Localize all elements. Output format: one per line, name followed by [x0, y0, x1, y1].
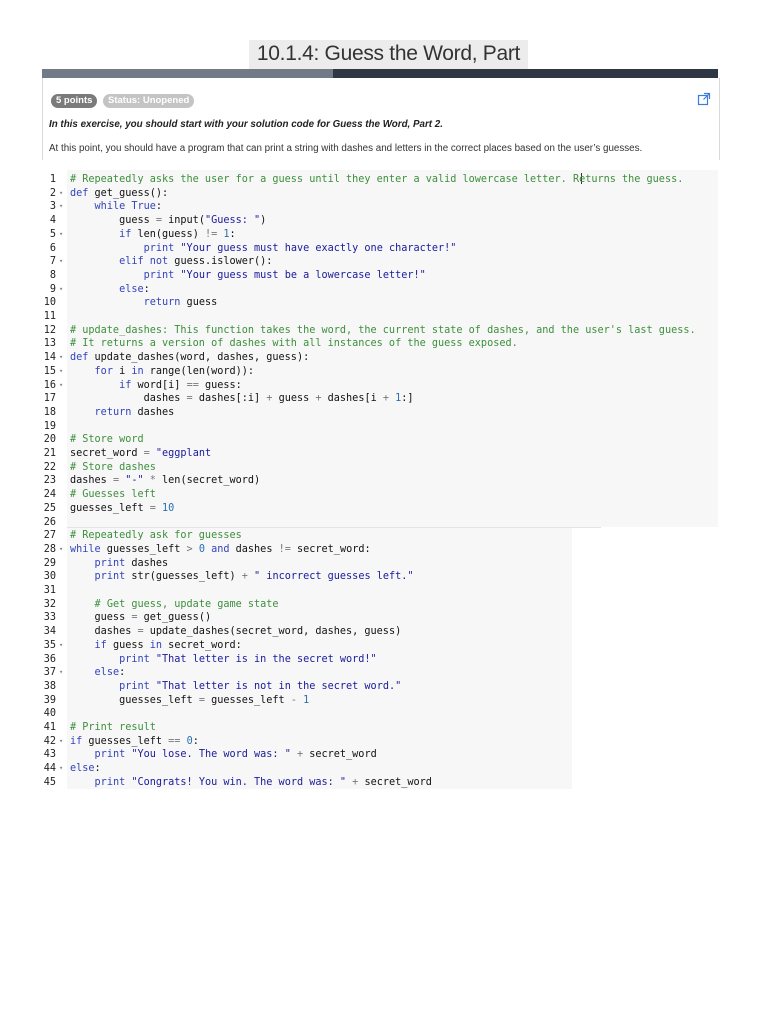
- code-line[interactable]: [38, 748, 718, 762]
- code-line[interactable]: [38, 694, 718, 708]
- code-line[interactable]: [38, 735, 718, 749]
- code-line[interactable]: [38, 228, 718, 242]
- code-line[interactable]: [38, 173, 718, 187]
- fold-arrow-icon[interactable]: ▾: [59, 202, 64, 211]
- line-number: 2: [49, 187, 56, 199]
- line-number: 32: [43, 598, 56, 610]
- code-text: # Print result: [70, 722, 156, 733]
- line-number: 23: [43, 475, 56, 487]
- fold-arrow-icon[interactable]: ▾: [59, 736, 64, 745]
- line-number: 43: [43, 749, 56, 761]
- line-number: 14: [43, 352, 56, 364]
- code-line[interactable]: [38, 242, 718, 256]
- code-text: dashes = "-" * len(secret_word): [70, 475, 261, 487]
- code-line[interactable]: [38, 611, 718, 625]
- line-number: 26: [43, 516, 56, 528]
- line-number: 18: [43, 406, 56, 418]
- code-text: # Store word: [70, 434, 144, 446]
- code-line[interactable]: [38, 200, 718, 214]
- code-text: guesses_left = guesses_left - 1: [70, 694, 310, 706]
- fold-arrow-icon[interactable]: ▾: [59, 257, 64, 266]
- line-number: 34: [43, 626, 56, 638]
- code-line[interactable]: [38, 324, 718, 338]
- line-number: 36: [43, 653, 56, 665]
- line-number: 33: [43, 612, 56, 624]
- line-number: 38: [43, 680, 56, 692]
- line-number: 11: [43, 311, 56, 322]
- page-title: 10.1.4: Guess the Word, Part: [256, 42, 521, 65]
- status-badge: Status: Unopened: [103, 94, 194, 108]
- code-line[interactable]: [38, 516, 718, 530]
- code-text: def get_guess():: [70, 187, 169, 199]
- code-line[interactable]: [38, 420, 718, 434]
- code-line[interactable]: [38, 529, 718, 543]
- code-text: print dashes: [94, 557, 169, 569]
- fold-arrow-icon[interactable]: ▾: [59, 188, 64, 197]
- fold-arrow-icon[interactable]: ▾: [59, 229, 64, 238]
- code-text: return guess: [143, 297, 218, 309]
- code-text: # Repeatedly asks the user for a guess until they enter a valid lowercase letter. Returns the guess.: [70, 174, 684, 185]
- code-text: # Store dashes: [70, 461, 156, 473]
- fold-arrow-icon[interactable]: ▾: [59, 764, 64, 773]
- code-text: def update_dashes(word, dashes, guess):: [70, 352, 310, 364]
- code-line[interactable]: [38, 283, 718, 297]
- line-number: 6: [49, 242, 56, 254]
- code-text: # Guesses left: [70, 489, 156, 501]
- fold-arrow-icon[interactable]: ▾: [59, 366, 64, 375]
- code-line[interactable]: [38, 392, 718, 406]
- code-text: else:: [119, 283, 150, 295]
- code-line[interactable]: [38, 680, 718, 694]
- code-line[interactable]: [38, 269, 718, 283]
- code-line[interactable]: [38, 365, 718, 379]
- external-link-icon[interactable]: [697, 92, 711, 106]
- code-text: print "Your guess must be a lowercase letter!": [143, 269, 426, 281]
- code-line[interactable]: [38, 351, 718, 365]
- line-number: 22: [43, 461, 56, 473]
- code-line[interactable]: [38, 187, 718, 201]
- fold-arrow-icon[interactable]: ▾: [59, 284, 64, 293]
- code-text: print str(guesses_left) + " incorrect guesses left.": [94, 571, 414, 583]
- line-number: 10: [43, 297, 56, 309]
- code-line[interactable]: [38, 625, 718, 639]
- line-number: 41: [43, 722, 56, 733]
- line-number: 42: [43, 735, 56, 747]
- fold-arrow-icon[interactable]: ▾: [59, 353, 64, 362]
- code-text: # Get guess, update game state: [94, 598, 279, 610]
- code-text: print "Your guess must have exactly one character!": [143, 242, 457, 254]
- line-number: 17: [43, 393, 56, 405]
- title-bar: [249, 40, 528, 70]
- code-line[interactable]: [38, 543, 718, 557]
- code-line[interactable]: [38, 707, 718, 721]
- code-text: while True:: [94, 201, 163, 213]
- code-text: guess = input("Guess: "): [70, 215, 267, 227]
- exercise-panel: [42, 78, 720, 160]
- line-number: 31: [43, 585, 56, 596]
- code-line[interactable]: [38, 447, 718, 461]
- code-text: if len(guess) != 1:: [119, 228, 236, 240]
- points-badge: 5 points: [51, 94, 97, 108]
- fold-arrow-icon[interactable]: ▾: [59, 544, 64, 553]
- code-line[interactable]: [38, 721, 718, 735]
- code-line[interactable]: [38, 776, 718, 790]
- code-line[interactable]: [38, 379, 718, 393]
- code-text: print "That letter is in the secret word!": [119, 653, 377, 665]
- line-number: 5: [49, 228, 56, 240]
- line-number: 45: [43, 776, 56, 788]
- line-number: 16: [43, 379, 56, 391]
- line-number: 15: [43, 365, 56, 377]
- code-text: if guess in secret_word:: [94, 639, 242, 651]
- line-number: 3: [49, 201, 56, 213]
- code-line[interactable]: [38, 653, 718, 667]
- fold-arrow-icon[interactable]: ▾: [59, 640, 64, 649]
- line-number: 12: [43, 324, 56, 336]
- line-number: 30: [43, 571, 56, 583]
- code-text: guesses_left = 10: [70, 502, 175, 514]
- code-text: elif not guess.islower():: [119, 256, 273, 268]
- line-number: 40: [43, 708, 56, 720]
- line-number: 8: [49, 269, 56, 281]
- code-text: for i in range(len(word)):: [94, 365, 255, 377]
- progress-fill: [42, 69, 333, 78]
- line-number: 19: [43, 420, 56, 432]
- code-line[interactable]: [38, 570, 718, 584]
- exercise-intro: In this exercise, you should start with your solution code for Guess the Word, Part 2.: [49, 119, 443, 130]
- code-line[interactable]: [38, 310, 718, 324]
- code-text: # Repeatedly ask for guesses: [70, 530, 242, 542]
- code-line[interactable]: [38, 214, 718, 228]
- fold-arrow-icon[interactable]: ▾: [59, 668, 64, 677]
- line-number: 25: [43, 502, 56, 514]
- code-line[interactable]: [38, 406, 718, 420]
- code-text: while guesses_left > 0 and dashes != secret_word:: [70, 543, 371, 555]
- exercise-description: At this point, you should have a program that can print a string with dashes and letters in the correct places based on the user’s guesses.: [49, 143, 643, 154]
- code-text: # It returns a version of dashes with all instances of the guess exposed.: [70, 338, 518, 350]
- fold-arrow-icon[interactable]: ▾: [59, 380, 64, 389]
- progress-bar: [42, 69, 718, 78]
- code-line[interactable]: [38, 337, 718, 351]
- code-text: guess = get_guess(): [70, 612, 212, 624]
- code-text: print "That letter is not in the secret word.": [119, 680, 402, 692]
- line-number: 44: [43, 763, 56, 775]
- code-line[interactable]: [38, 296, 718, 310]
- line-number: 39: [43, 694, 56, 706]
- code-text: secret_word = "eggplant: [70, 448, 212, 459]
- code-text: dashes = dashes[:i] + guess + dashes[i + 1:]: [70, 393, 414, 405]
- line-number: 4: [49, 215, 56, 227]
- code-text: return dashes: [94, 406, 175, 418]
- code-line[interactable]: [38, 255, 718, 269]
- line-number: 37: [43, 667, 56, 679]
- code-line[interactable]: [38, 666, 718, 680]
- code-line[interactable]: [38, 474, 718, 488]
- line-number: 1: [49, 174, 56, 185]
- code-line[interactable]: [38, 584, 718, 598]
- code-text: else:: [70, 763, 101, 775]
- line-number: 24: [43, 489, 56, 501]
- code-line[interactable]: [38, 557, 718, 571]
- code-text: dashes = update_dashes(secret_word, dashes, guess): [70, 626, 402, 638]
- code-text: print "You lose. The word was: " + secret_word: [94, 749, 377, 761]
- line-number: 27: [43, 530, 56, 542]
- line-number: 13: [43, 338, 56, 350]
- line-number: 29: [43, 557, 56, 569]
- code-text: print "Congrats! You win. The word was: " + secret_word: [94, 776, 432, 788]
- line-number: 21: [43, 448, 56, 459]
- code-line[interactable]: [38, 598, 718, 612]
- code-text: if word[i] == guess:: [119, 379, 242, 391]
- code-line[interactable]: [38, 433, 718, 447]
- code-line[interactable]: [38, 639, 718, 653]
- code-line[interactable]: [38, 502, 718, 516]
- line-number: 35: [43, 639, 56, 651]
- line-number: 7: [49, 256, 56, 268]
- code-line[interactable]: [38, 762, 718, 776]
- code-editor[interactable]: [38, 170, 718, 790]
- code-line[interactable]: [38, 488, 718, 502]
- code-text: else:: [94, 667, 126, 679]
- code-text: if guesses_left == 0:: [70, 735, 199, 747]
- line-number: 20: [43, 434, 56, 446]
- line-number: 9: [49, 283, 56, 295]
- line-number: 28: [43, 543, 56, 555]
- code-text: # update_dashes: This function takes the word, the current state of dashes, and the user's last guess.: [70, 324, 696, 336]
- code-line[interactable]: [38, 461, 718, 475]
